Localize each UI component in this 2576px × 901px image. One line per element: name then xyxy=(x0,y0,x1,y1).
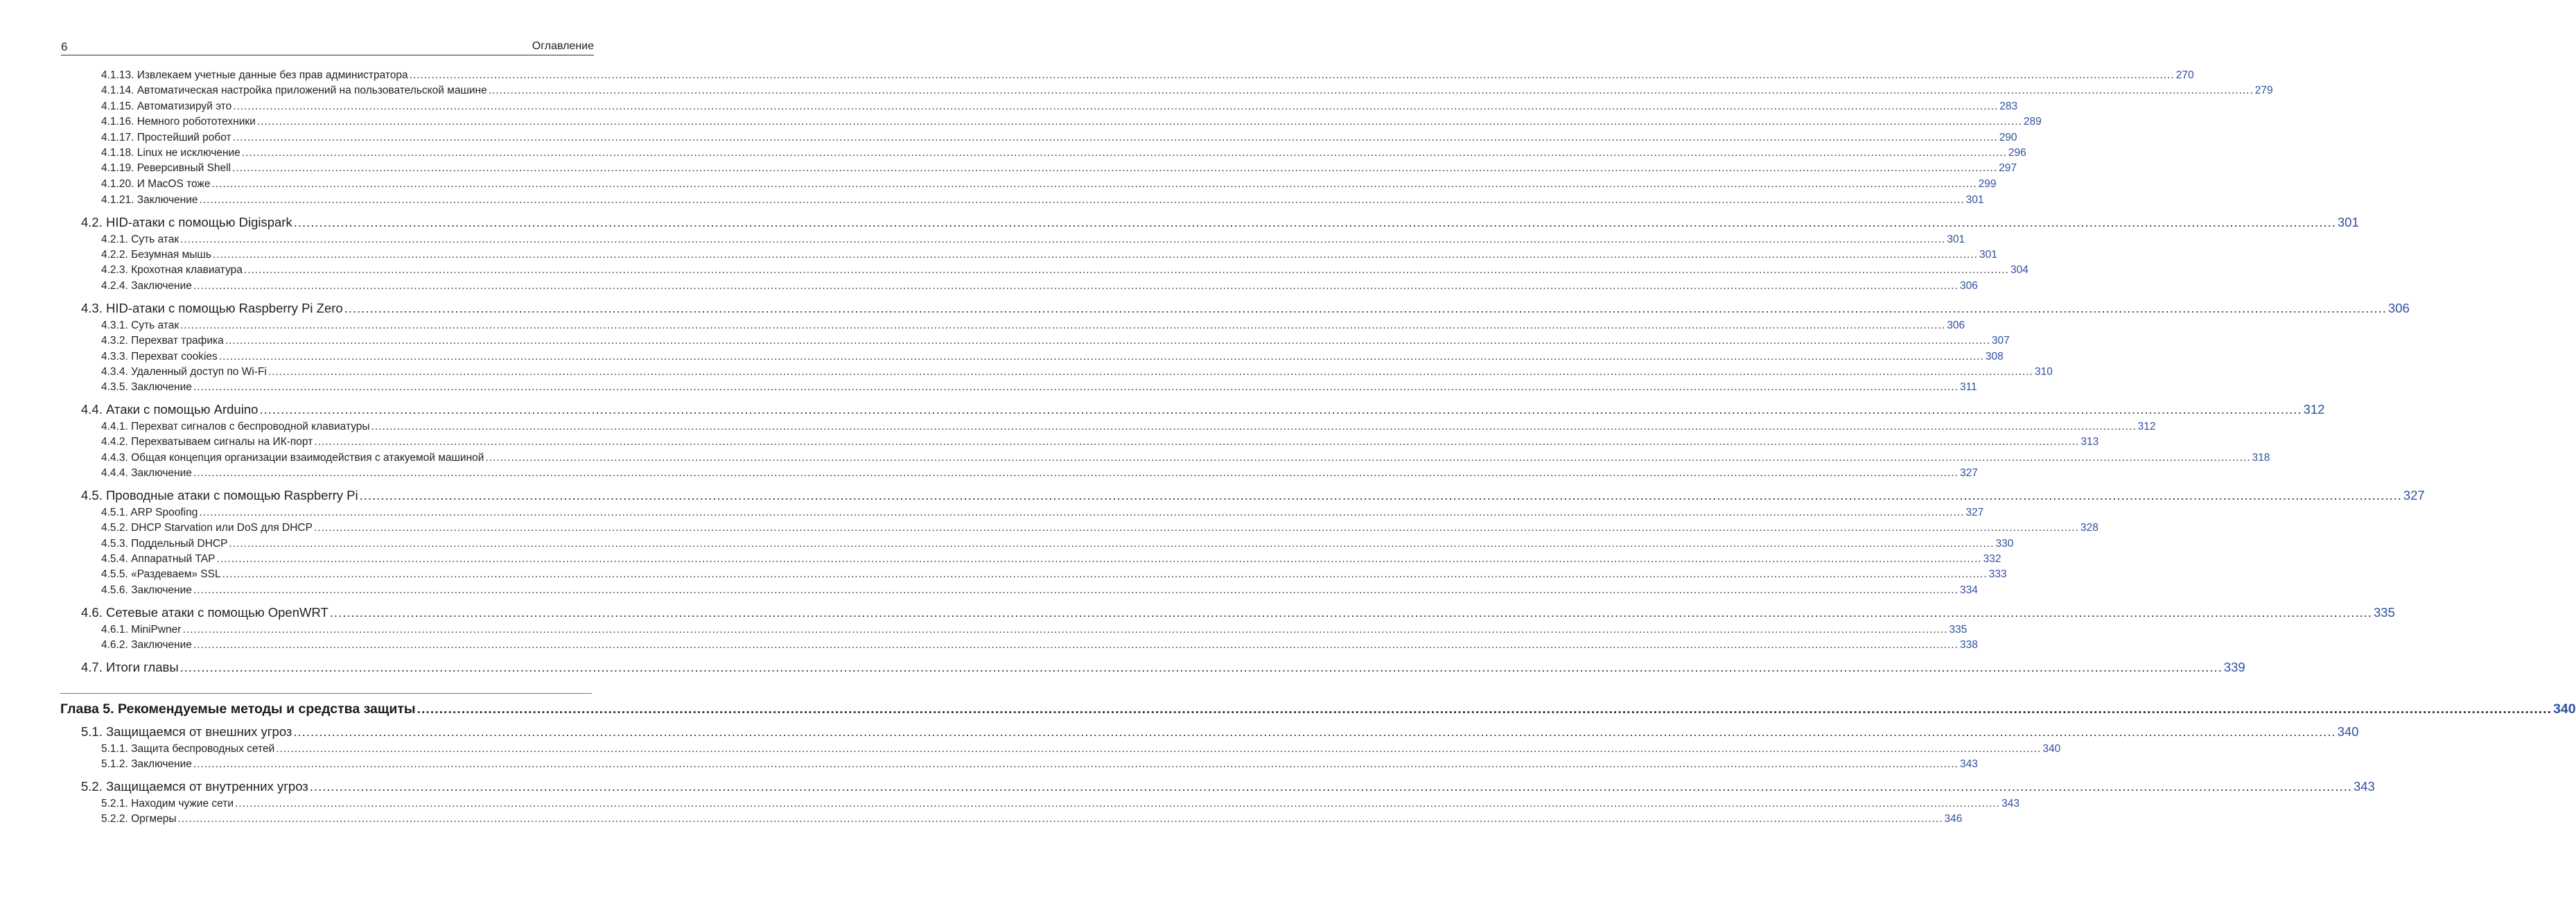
toc-subsection-entry xyxy=(101,178,1997,191)
dot-leader xyxy=(217,553,1982,566)
entry-title: 4.2.1. Суть атак xyxy=(101,234,179,245)
entry-title: 4.3.2. Перехват трафика xyxy=(101,335,224,347)
entry-page-number: 270 xyxy=(2175,69,2194,81)
entry-page-number: 328 xyxy=(2080,522,2099,534)
entry-page-number: 327 xyxy=(2403,488,2425,502)
toc-subsection-entry xyxy=(101,69,2194,82)
entry-page-number: 327 xyxy=(1965,507,1984,518)
toc-subsection-entry xyxy=(101,624,1968,636)
toc-section-entry xyxy=(81,215,2359,230)
entry-page-number: 301 xyxy=(1947,234,1965,245)
running-header xyxy=(61,36,594,55)
dot-leader xyxy=(180,320,1945,332)
entry-title: 4.5.2. DHCP Starvation или DoS для DHCP xyxy=(101,522,313,534)
dot-leader xyxy=(177,813,1943,825)
toc-section-entry xyxy=(81,724,2359,740)
entry-title: 4.3.4. Удаленный доступ по Wi-Fi xyxy=(101,366,267,378)
entry-page-number: 308 xyxy=(1985,351,2004,362)
dot-leader xyxy=(330,605,2372,620)
toc-subsection-entry xyxy=(101,743,2061,755)
dot-leader xyxy=(344,301,2387,316)
entry-page-number: 301 xyxy=(1979,249,1997,261)
entry-page-number: 343 xyxy=(2353,779,2375,794)
entry-title: 4.3.3. Перехват cookies xyxy=(101,351,218,362)
dot-leader xyxy=(268,366,2033,378)
entry-page-number: 312 xyxy=(2303,402,2325,417)
toc-subsection-entry xyxy=(101,116,2042,128)
toc-subsection-entry xyxy=(101,381,1977,394)
dot-leader xyxy=(222,568,1988,581)
entry-title: 4.2. HID-атаки с помощью Digispark xyxy=(81,215,292,229)
toc-section-entry xyxy=(81,488,2425,503)
entry-page-number: 306 xyxy=(1947,320,1965,331)
entry-title: 4.4.4. Заключение xyxy=(101,467,192,479)
dot-leader xyxy=(371,421,2137,433)
toc-subsection-entry xyxy=(101,538,2014,550)
dot-leader xyxy=(293,724,2336,740)
entry-page-number: 346 xyxy=(1944,813,1963,825)
page-number: 6 xyxy=(61,40,68,53)
entry-title: 5.1. Защищаемся от внешних угроз xyxy=(81,724,292,739)
dot-leader xyxy=(182,624,1947,636)
entry-title: 4.6.1. MiniPwner xyxy=(101,624,182,636)
entry-title: 4.4.1. Перехват сигналов с беспроводной клавиатуры xyxy=(101,421,370,432)
entry-title: 4.3.1. Суть атак xyxy=(101,320,179,331)
toc-subsection-entry xyxy=(101,436,2099,448)
dot-leader xyxy=(232,162,1997,175)
dot-leader xyxy=(180,660,2223,675)
entry-page-number: 335 xyxy=(1949,624,1968,636)
toc-subsection-entry xyxy=(101,147,2026,159)
dot-leader xyxy=(410,69,2175,82)
toc-section-entry xyxy=(81,402,2325,417)
dot-leader xyxy=(219,351,1984,363)
entry-title: 4.5.3. Поддельный DHCP xyxy=(101,538,228,550)
dot-leader xyxy=(276,743,2041,755)
entry-title: 4.7. Итоги главы xyxy=(81,660,179,674)
entry-page-number: 340 xyxy=(2553,701,2576,717)
entry-page-number: 279 xyxy=(2254,85,2273,96)
entry-title: 4.4.2. Перехватываем сигналы на ИК-порт xyxy=(101,436,313,448)
entry-title: 4.6.2. Заключение xyxy=(101,639,192,651)
toc-subsection-entry xyxy=(101,194,1984,207)
toc-section-entry xyxy=(81,660,2245,675)
entry-title: 4.5.1. ARP Spoofing xyxy=(101,507,198,518)
toc-subsection-entry xyxy=(101,132,2017,144)
entry-title: Глава 5. Рекомендуемые методы и средства защиты xyxy=(60,701,416,717)
entry-page-number: 340 xyxy=(2042,743,2061,755)
entry-title: 4.1.20. И MacOS тоже xyxy=(101,178,211,190)
entry-title: 4.1.15. Автоматизируй это xyxy=(101,100,232,112)
entry-page-number: 304 xyxy=(2010,264,2029,276)
entry-page-number: 296 xyxy=(2008,147,2026,159)
toc-subsection-entry xyxy=(101,100,2018,113)
entry-title: 4.1.14. Автоматическая настройка приложений на пользовательской машине xyxy=(101,85,487,96)
dot-leader xyxy=(193,758,1959,771)
entry-page-number: 297 xyxy=(1999,162,2017,174)
dot-leader xyxy=(242,147,2007,159)
toc-subsection-entry xyxy=(101,162,2017,175)
entry-page-number: 333 xyxy=(1988,568,2007,580)
entry-page-number: 290 xyxy=(1999,132,2017,143)
entry-title: 4.4.3. Общая концепция организации взаимодействия с атакуемой машиной xyxy=(101,452,484,464)
entry-page-number: 306 xyxy=(1959,280,1978,292)
toc-chapter-entry xyxy=(60,701,2576,717)
toc-subsection-entry xyxy=(101,280,1978,292)
entry-page-number: 301 xyxy=(2337,215,2359,229)
entry-title: 4.2.2. Безумная мышь xyxy=(101,249,211,261)
running-title: Оглавление xyxy=(532,40,594,52)
entry-title: 5.1.2. Заключение xyxy=(101,758,192,770)
dot-leader xyxy=(233,100,1998,113)
dot-leader xyxy=(199,507,1964,519)
dot-leader xyxy=(193,639,1959,651)
dot-leader xyxy=(180,234,1945,246)
entry-page-number: 327 xyxy=(1959,467,1978,479)
entry-page-number: 289 xyxy=(2023,116,2042,128)
entry-page-number: 335 xyxy=(2373,605,2395,620)
chapter-divider xyxy=(60,693,592,694)
dot-leader xyxy=(193,584,1959,597)
entry-page-number: 283 xyxy=(1999,100,2018,112)
entry-title: 4.1.16. Немного робототехники xyxy=(101,116,256,128)
entry-title: 4.1.13. Извлекаем учетные данные без прав администратора xyxy=(101,69,408,81)
entry-title: 4.5. Проводные атаки с помощью Raspberry Pi xyxy=(81,488,358,502)
toc-subsection-entry xyxy=(101,366,2053,378)
entry-page-number: 339 xyxy=(2223,660,2245,674)
entry-page-number: 301 xyxy=(1965,194,1984,206)
toc-subsection-entry xyxy=(101,249,1997,261)
toc-subsection-entry xyxy=(101,522,2099,534)
entry-title: 4.3.5. Заключение xyxy=(101,381,192,393)
entry-title: 4.1.17. Простейший робот xyxy=(101,132,231,143)
dot-leader xyxy=(489,85,2254,97)
entry-page-number: 311 xyxy=(1959,381,1977,393)
entry-title: 4.2.4. Заключение xyxy=(101,280,192,292)
entry-page-number: 340 xyxy=(2337,724,2359,739)
entry-page-number: 307 xyxy=(1991,335,2010,347)
entry-page-number: 330 xyxy=(1995,538,2014,550)
entry-title: 4.2.3. Крохотная клавиатура xyxy=(101,264,243,276)
toc-subsection-entry xyxy=(101,85,2273,97)
dot-leader xyxy=(417,701,2552,717)
toc-subsection-entry xyxy=(101,234,1965,246)
entry-page-number: 343 xyxy=(2001,798,2019,810)
dot-leader xyxy=(233,132,1998,144)
entry-title: 4.1.21. Заключение xyxy=(101,194,198,206)
entry-title: 4.5.6. Заключение xyxy=(101,584,192,596)
dot-leader xyxy=(193,381,1959,394)
dot-leader xyxy=(193,280,1959,292)
entry-title: 4.5.5. «Раздеваем» SSL xyxy=(101,568,221,580)
dot-leader xyxy=(294,215,2336,230)
toc-subsection-entry xyxy=(101,584,1978,597)
dot-leader xyxy=(225,335,1990,347)
dot-leader xyxy=(235,798,2000,810)
toc-section-entry xyxy=(81,779,2375,794)
dot-leader xyxy=(314,522,2079,534)
entry-page-number: 299 xyxy=(1978,178,1997,190)
entry-page-number: 318 xyxy=(2252,452,2270,464)
dot-leader xyxy=(213,249,1978,261)
dot-leader xyxy=(259,402,2302,417)
entry-title: 4.6. Сетевые атаки с помощью OpenWRT xyxy=(81,605,328,620)
dot-leader xyxy=(257,116,2022,128)
entry-title: 4.3. HID-атаки с помощью Raspberry Pi Zero xyxy=(81,301,343,315)
toc-subsection-entry xyxy=(101,798,2019,810)
toc-subsection-entry xyxy=(101,813,1963,825)
entry-page-number: 334 xyxy=(1959,584,1978,596)
dot-leader xyxy=(485,452,2250,464)
dot-leader xyxy=(212,178,1977,191)
toc-subsection-entry xyxy=(101,452,2270,464)
entry-page-number: 343 xyxy=(1959,758,1978,770)
toc-section-entry xyxy=(81,605,2395,620)
entry-title: 4.4. Атаки с помощью Arduino xyxy=(81,402,259,417)
entry-title: 5.2.1. Находим чужие сети xyxy=(101,798,234,810)
entry-page-number: 306 xyxy=(2387,301,2410,315)
toc-subsection-entry xyxy=(101,320,1965,332)
dot-leader xyxy=(314,436,2079,448)
dot-leader xyxy=(229,538,1994,550)
dot-leader xyxy=(244,264,2009,277)
toc-subsection-entry xyxy=(101,467,1978,480)
toc-subsection-entry xyxy=(101,421,2156,433)
toc-subsection-entry xyxy=(101,758,1978,771)
toc-subsection-entry xyxy=(101,351,2004,363)
entry-title: 4.5.4. Аппаратный TAP xyxy=(101,553,216,565)
dot-leader xyxy=(310,779,2352,794)
entry-page-number: 338 xyxy=(1959,639,1978,651)
toc-section-entry xyxy=(81,301,2410,316)
toc-subsection-entry xyxy=(101,507,1984,519)
toc-subsection-entry xyxy=(101,553,2001,566)
entry-page-number: 313 xyxy=(2080,436,2099,448)
entry-title: 4.1.18. Linux не исключение xyxy=(101,147,240,159)
entry-page-number: 312 xyxy=(2137,421,2156,432)
entry-title: 5.2. Защищаемся от внутренних угроз xyxy=(81,779,308,794)
toc-subsection-entry xyxy=(101,264,2029,277)
dot-leader xyxy=(193,467,1959,480)
toc-subsection-entry xyxy=(101,639,1978,651)
toc-subsection-entry xyxy=(101,568,2007,581)
entry-page-number: 332 xyxy=(1983,553,2001,565)
dot-leader xyxy=(200,194,1965,207)
entry-title: 4.1.19. Реверсивный Shell xyxy=(101,162,231,174)
entry-title: 5.1.1. Защита беспроводных сетей xyxy=(101,743,275,755)
toc-subsection-entry xyxy=(101,335,2010,347)
entry-title: 5.2.2. Оргмеры xyxy=(101,813,177,825)
dot-leader xyxy=(360,488,2402,503)
entry-page-number: 310 xyxy=(2034,366,2053,378)
